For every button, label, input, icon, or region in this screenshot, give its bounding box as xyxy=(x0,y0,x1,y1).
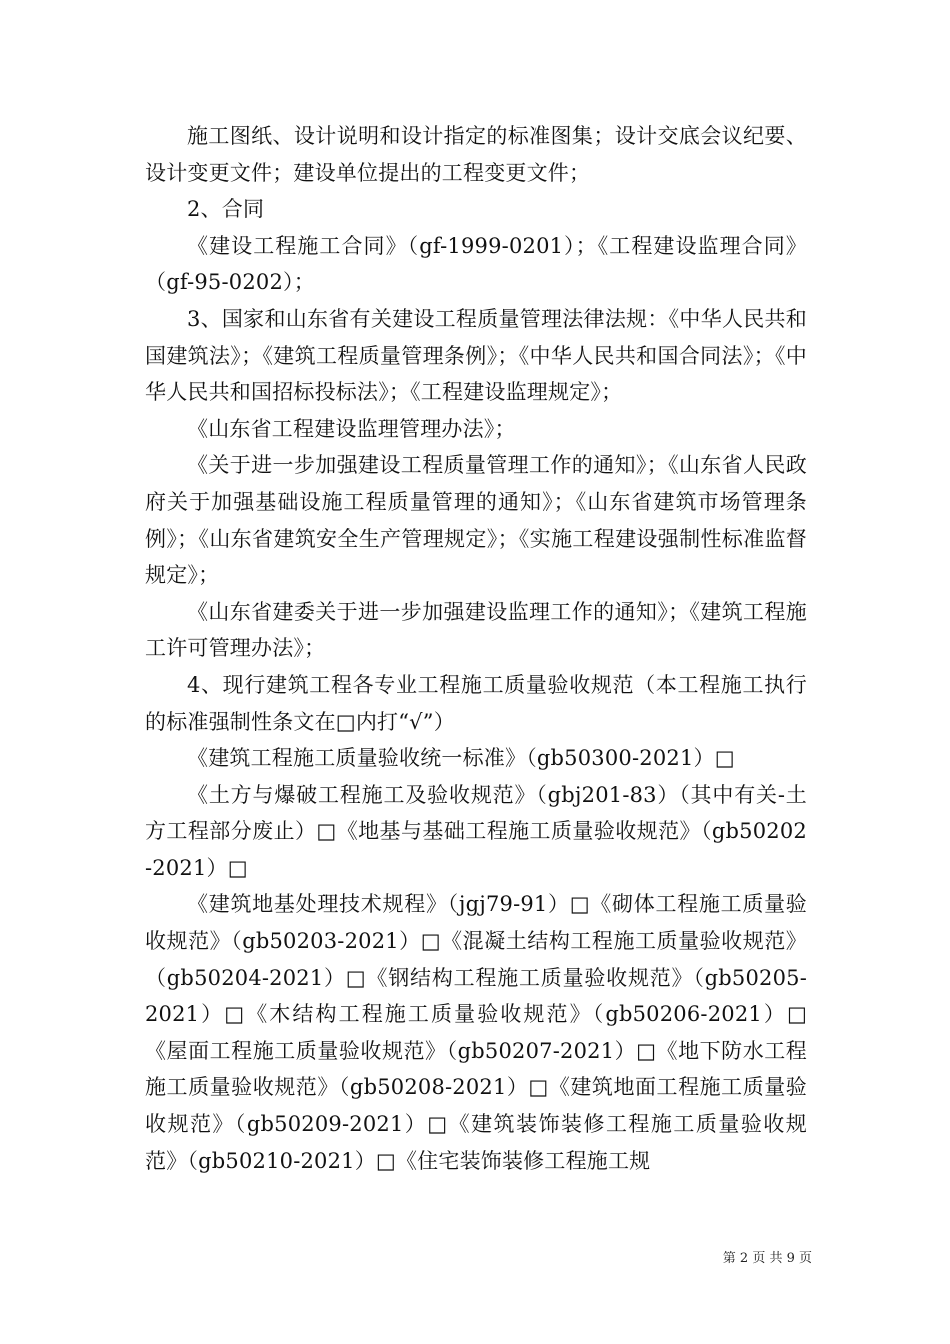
paragraph-earthwork-standards: 《土方与爆破工程施工及验收规范》（gbj201-83）（其中有关-土方工程部分废止）□《地基与基础工程施工质量验收规范》（gb50202-2021）□ xyxy=(145,782,807,880)
paragraph-heading-standards: 4、现行建筑工程各专业工程施工质量验收规范（本工程施工执行的标准强制性条文在□内打“√”） xyxy=(145,672,807,734)
page-number: 第 2 页 共 9 页 xyxy=(722,1251,812,1266)
paragraph-unified-standard: 《建筑工程施工质量验收统一标准》（gb50300-2021）□ xyxy=(187,746,735,771)
paragraph-quality-notices: 《关于进一步加强建设工程质量管理工作的通知》；《山东省人民政府关于加强基础设施工程质量管理的通知》；《山东省建筑市场管理条例》；《山东省建筑安全生产管理规定》；《实施工程建设强制性标准监督规定》； xyxy=(145,453,807,588)
paragraph-shandong-measures: 《山东省工程建设监理管理办法》； xyxy=(187,416,516,441)
paragraph-drawings: 施工图纸、设计说明和设计指定的标准图集；设计交底会议纪要、设计变更文件；建设单位提出的工程变更文件； xyxy=(145,124,807,185)
paragraph-supervision-notice: 《山东省建委关于进一步加强建设监理工作的通知》；《建筑工程施工许可管理办法》； xyxy=(145,599,807,661)
paragraph-specialty-standards: 《建筑地基处理技术规程》（jgj79-91）□《砌体工程施工质量验收规范》（gb50203-2021）□《混凝土结构工程施工质量验收规范》（gb50204-2021）□《钢结构工程施工质量验收规范》（gb50205-2021）□《木结构工程施工质量验收规范》（gb50206-2021）□《屋面工程施工质量验收规范》（gb50207-2021）□《地下防水工程施工质量验收规范》（gb50208-2021）□《建筑地面工程施工质量验收规范》（gb50209-2021）□《建筑装饰装修工程施工质量验收规范》（gb50210-2021）□《住宅装饰装修工程施工规 xyxy=(145,892,807,1173)
paragraph-contracts: 《建设工程施工合同》（gf-1999-0201）；《工程建设监理合同》（gf-95-0202）； xyxy=(145,233,807,295)
document-body xyxy=(145,118,807,1179)
paragraph-national-laws: 3、国家和山东省有关建设工程质量管理法律法规：《中华人民共和国建筑法》；《建筑工程质量管理条例》；《中华人民共和国合同法》；《中华人民共和国招标投标法》；《工程建设监理规定》； xyxy=(145,306,807,405)
paragraph-heading-contract: 2、合同 xyxy=(187,197,265,222)
